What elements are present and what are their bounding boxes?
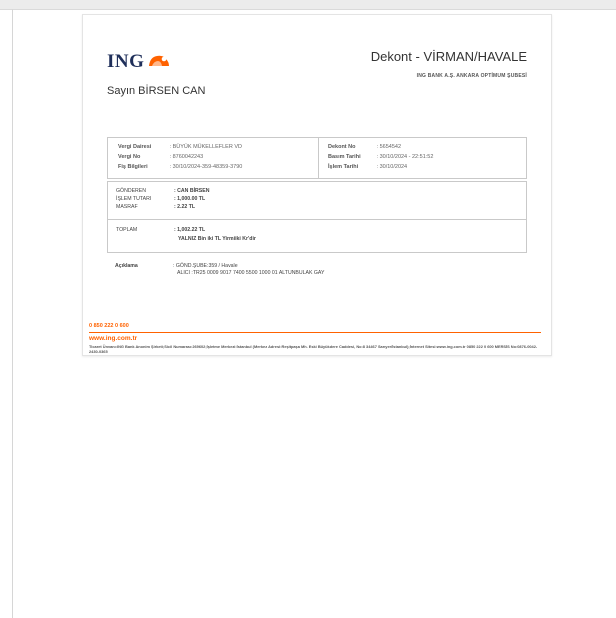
transaction-date-value: : 30/10/2024 <box>376 164 408 170</box>
amount-value: : 1,000.00 TL <box>174 196 206 202</box>
sender-label: GÖNDEREN <box>116 188 146 194</box>
slip-info-value: : 30/10/2024-359-48359-3790 <box>169 164 243 170</box>
transaction-box <box>107 181 527 253</box>
receipt-page <box>82 14 552 356</box>
amount-label: İŞLEM TUTARI <box>116 196 152 202</box>
footer-website[interactable]: www.ing.com.tr <box>89 335 138 342</box>
footer-legal-text: Ticaret Ünvanı:ING Bank Anonim Şirketi;Sicil Numarası:269602;İşletme Merkezi:İstanbul (Merkez Adresi:Reşitpaşa Mh. Eski Büyükdere Caddesi, No:8 34467 Sarıyer/İstanbul);İnternet Sitesi:www.ing.com.tr 0850 222 0 600 MERSİS No:0876-0042-2430-0365 <box>89 344 538 354</box>
branch-name: ING BANK A.Ş. ANKARA OPTİMUM ŞUBESİ <box>416 73 527 79</box>
transaction-separator <box>108 219 526 220</box>
transaction-date-row <box>328 164 407 170</box>
fee-value: : 2.22 TL <box>174 204 196 210</box>
receipt-number-row <box>328 144 401 150</box>
ing-logo <box>107 51 170 73</box>
description-line-1: : GÖND.ŞUBE:359 / Havale <box>173 263 238 269</box>
tax-office-row <box>118 144 242 150</box>
fee-label: MASRAF <box>116 204 138 210</box>
info-box <box>107 137 527 179</box>
total-value: : 1,002.22 TL <box>174 227 206 233</box>
sender-value: : CAN BİRSEN <box>174 188 210 194</box>
slip-info-label: Fiş Bilgileri <box>118 164 148 170</box>
total-label: TOPLAM <box>116 227 138 233</box>
footer-rule <box>89 332 541 333</box>
tax-number-row <box>118 154 203 160</box>
tax-number-label: Vergi No <box>118 154 141 160</box>
tax-number-value: : 8760042243 <box>169 154 204 160</box>
print-date-label: Basım Tarihi <box>328 154 361 160</box>
transaction-date-label: İşlem Tarihi <box>328 164 359 170</box>
receipt-number-value: : 5654542 <box>376 144 401 150</box>
description-label: Açıklama <box>115 263 138 269</box>
customer-greeting: Sayın BİRSEN CAN <box>107 85 206 97</box>
document-title: Dekont - VİRMAN/HAVALE <box>370 49 527 64</box>
info-divider <box>318 138 319 178</box>
lion-icon <box>148 53 170 72</box>
brand-name: ING <box>107 51 145 72</box>
viewer-toolbar-edge <box>0 0 616 10</box>
print-date-row <box>328 154 433 160</box>
viewer-left-border <box>12 9 13 618</box>
print-date-value: : 30/10/2024 - 22:51:52 <box>376 154 434 160</box>
tax-office-value: : BÜYÜK MÜKELLEFLER VD <box>169 144 242 150</box>
tax-office-label: Vergi Dairesi <box>118 144 152 150</box>
receipt-number-label: Dekont No <box>328 144 356 150</box>
total-in-words: YALNIZ Bin iki TL Yirmiiki Kr'dir <box>178 236 256 242</box>
description-line-2: ALICI :TR25 0009 9017 7400 5500 1000 01 ALTUNBULAK GAY <box>177 270 325 276</box>
footer-phone: 0 850 222 0 600 <box>89 323 129 329</box>
slip-info-row <box>118 164 242 170</box>
